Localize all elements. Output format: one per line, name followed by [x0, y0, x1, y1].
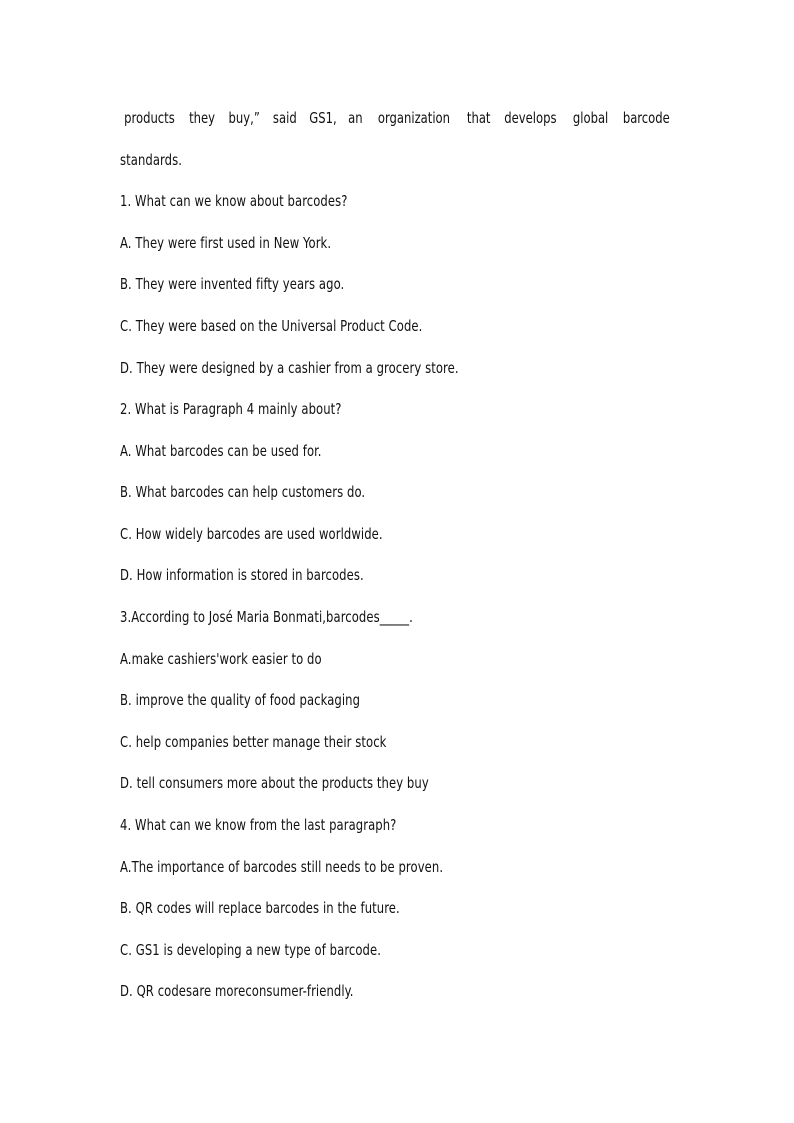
question-4-stem: 4. What can we know from the last paragraph? [120, 816, 397, 834]
question-3-stem: 3.According to José Maria Bonmati,barcodes_____. [120, 608, 413, 626]
question-3-option-d: D. tell consumers more about the products they buy [120, 774, 429, 792]
question-4-option-a: A.The importance of barcodes still needs to be proven. [120, 858, 444, 876]
question-1-stem: 1. What can we know about barcodes? [120, 192, 348, 210]
passage-line-1 [120, 108, 674, 128]
question-1-option-c: C. They were based on the Universal Product Code. [120, 317, 423, 335]
passage-word: buy,” [228, 109, 260, 127]
passage-word: products [124, 109, 175, 127]
question-2-stem: 2. What is Paragraph 4 mainly about? [120, 400, 342, 418]
question-1-option-d: D. They were designed by a cashier from a grocery store. [120, 359, 459, 377]
passage-word: barcode [623, 109, 671, 127]
passage-word: they [189, 109, 216, 127]
question-3-option-b: B. improve the quality of food packaging [120, 691, 361, 709]
passage-word: organization [378, 109, 451, 127]
passage-word: develops [504, 109, 557, 127]
question-1-option-b: B. They were invented fifty years ago. [120, 275, 345, 293]
question-4-option-b: B. QR codes will replace barcodes in the future. [120, 899, 400, 917]
question-3-option-c: C. help companies better manage their stock [120, 733, 387, 751]
passage-word: global [572, 109, 608, 127]
question-2-option-d: D. How information is stored in barcodes. [120, 566, 364, 584]
question-4-option-c: C. GS1 is developing a new type of barcode. [120, 941, 382, 959]
question-3-option-a: A.make cashiers'work easier to do [120, 650, 322, 668]
passage-word: an [348, 109, 363, 127]
passage-line-2: standards. [120, 151, 183, 169]
question-2-option-b: B. What barcodes can help customers do. [120, 483, 366, 501]
question-1-option-a: A. They were first used in New York. [120, 234, 332, 252]
question-4-option-d: D. QR codesare moreconsumer-friendly. [120, 982, 354, 1000]
passage-word: that [466, 109, 491, 127]
passage-word: said [272, 109, 297, 127]
question-2-option-c: C. How widely barcodes are used worldwide. [120, 525, 383, 543]
question-2-option-a: A. What barcodes can be used for. [120, 442, 322, 460]
passage-word: GS1, [308, 109, 337, 127]
